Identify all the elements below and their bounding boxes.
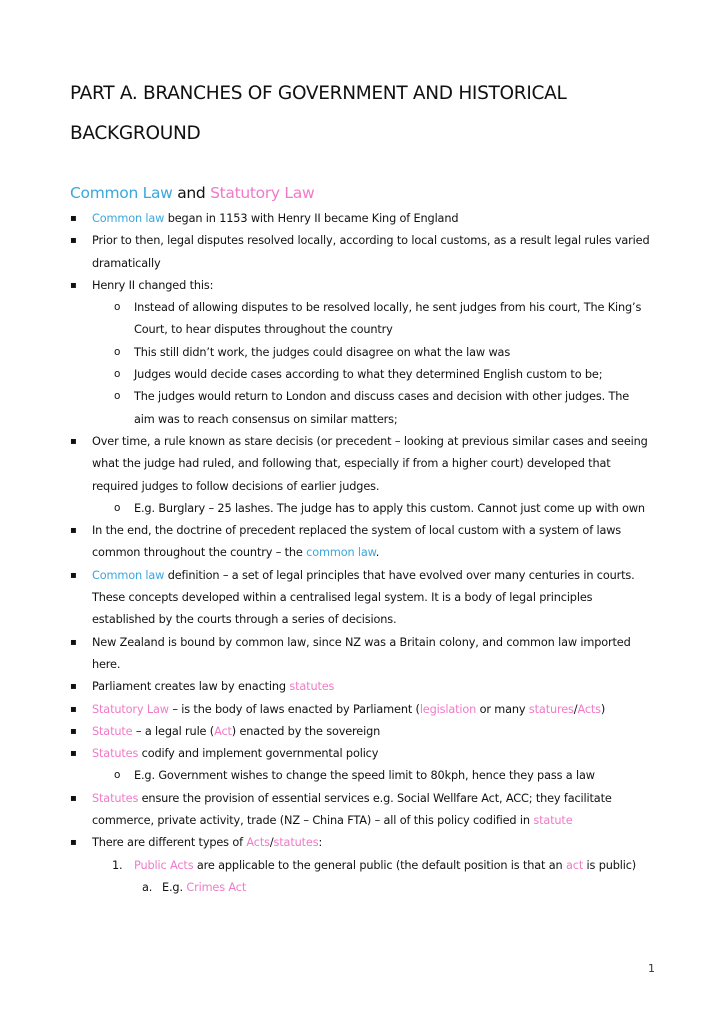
list-item: ▪ New Zealand is bound by common law, since NZ was a Britain colony, and common law imported here. — [70, 632, 650, 677]
list-item: ▪ There are different types of Acts/statutes: — [70, 832, 650, 854]
list-item: ▪ Common law began in 1153 with Henry II became King of England — [70, 208, 650, 230]
list-item: ▪ Over time, a rule known as stare decisis (or precedent – looking at previous similar cases and seeing what the judge had ruled, and following that, especially if from a higher court) developed that required judges to follow decisions of earlier judges. — [70, 431, 650, 498]
list-letter: a. — [142, 880, 153, 894]
list-item: ▪ Common law definition – a set of legal principles that have evolved over many centuries in courts. These concepts developed within a centralised legal system. It is a body of legal principles established by the courts through a series of decisions. — [70, 565, 650, 632]
list-item: ▪ Statutes codify and implement governmental policy — [70, 743, 650, 765]
list-item: ▪ Statutes ensure the provision of essential services e.g. Social Wellfare Act, ACC; they facilitate commerce, private activity, trade (NZ – China FTA) – all of this policy codified in statute — [70, 788, 650, 833]
list-item: ▪ Statute – a legal rule (Act) enacted by the sovereign — [70, 721, 650, 743]
page-number: 1 — [648, 962, 655, 975]
list-number: 1. — [112, 858, 123, 872]
heading-statutory-law: Statutory Law — [210, 184, 315, 202]
list-item: ▪ In the end, the doctrine of precedent replaced the system of local custom with a system of laws common throughout the country – the common law. — [70, 520, 650, 565]
sub-list-item: o The judges would return to London and discuss cases and decision with other judges. The aim was to reach consensus on similar matters; — [70, 386, 650, 431]
list-item: ▪ Statutory Law – is the body of laws enacted by Parliament (legislation or many statures/Acts) — [70, 699, 650, 721]
list-item: ▪ Prior to then, legal disputes resolved locally, according to local customs, as a result legal rules varied dramatically — [70, 230, 650, 275]
list-item: ▪ Parliament creates law by enacting statutes — [70, 676, 650, 698]
page-title: PART A. BRANCHES OF GOVERNMENT AND HISTORICAL BACKGROUND — [70, 83, 567, 144]
bullet-list — [70, 208, 650, 899]
sub-list-item: o E.g. Burglary – 25 lashes. The judge has to apply this custom. Cannot just come up with own — [70, 498, 650, 520]
heading-and: and — [172, 184, 211, 202]
sub-list-item: o Instead of allowing disputes to be resolved locally, he sent judges from his court, The King’s Court, to hear disputes throughout the country — [70, 297, 650, 342]
heading-common-law: Common Law — [70, 184, 173, 202]
sub-list-item: o E.g. Government wishes to change the speed limit to 80kph, hence they pass a law — [70, 765, 650, 787]
list-item: ▪ Henry II changed this: — [70, 275, 650, 297]
numbered-list-item: 1. Public Acts are applicable to the general public (the default position is that an act is public) — [70, 855, 650, 877]
section-heading — [70, 184, 314, 202]
sub-list-item: o This still didn’t work, the judges could disagree on what the law was — [70, 342, 650, 364]
sub-list-item: o Judges would decide cases according to what they determined English custom to be; — [70, 364, 650, 386]
lettered-list-item: a. E.g. Crimes Act — [70, 877, 650, 899]
